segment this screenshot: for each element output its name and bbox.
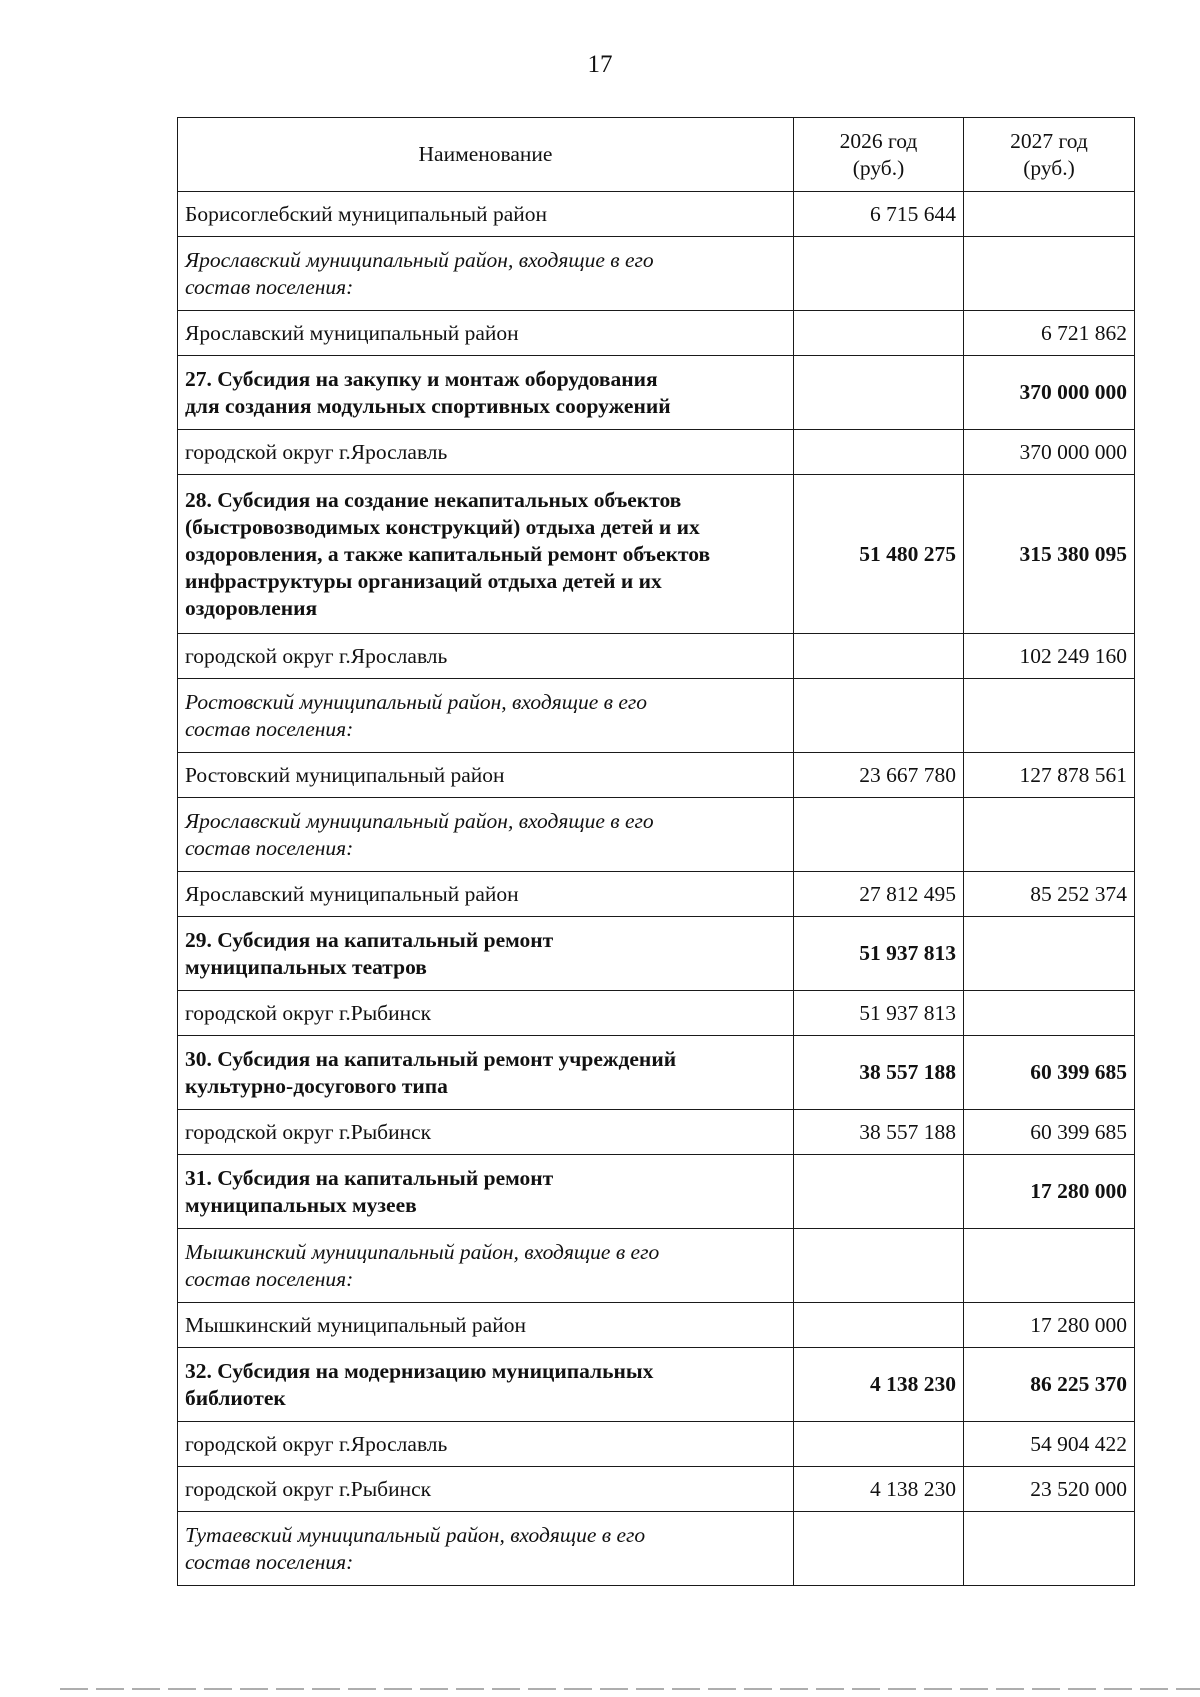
row-name-cell: 28. Субсидия на создание некапитальных объектов (быстровозводимых конструкций) отдыха детей и их оздоровления, а также капитальный ремонт объектов инфраструктуры организаций отдыха детей и их оздоровления [178,475,794,634]
row-2026-cell: 51 937 813 [794,917,964,991]
row-2027-cell [964,192,1135,237]
table-row [178,1422,1135,1467]
row-2027-cell: 370 000 000 [964,356,1135,430]
row-2026-cell: 51 937 813 [794,991,964,1036]
row-2026-cell: 51 480 275 [794,475,964,634]
row-2027-cell [964,1229,1135,1303]
header-row [178,118,1135,192]
row-2027-cell: 17 280 000 [964,1155,1135,1229]
row-2026-cell [794,430,964,475]
row-2026-cell [794,237,964,311]
table-row [178,798,1135,872]
table-row [178,991,1135,1036]
table-row [178,1110,1135,1155]
row-name-cell: 30. Субсидия на капитальный ремонт учреждений культурно-досугового типа [178,1036,794,1110]
table-row [178,1512,1135,1586]
table-row [178,917,1135,991]
row-name-cell: Ярославский муниципальный район [178,872,794,917]
row-2027-cell: 60 399 685 [964,1110,1135,1155]
row-name-cell: Ярославский муниципальный район, входящие в его состав поселения: [178,237,794,311]
row-2027-cell: 102 249 160 [964,634,1135,679]
row-2026-cell: 23 667 780 [794,753,964,798]
row-name-cell: Ярославский муниципальный район, входящие в его состав поселения: [178,798,794,872]
row-name-cell: Тутаевский муниципальный район, входящие в его состав поселения: [178,1512,794,1586]
table-row [178,192,1135,237]
row-2026-cell [794,311,964,356]
page-number: 17 [587,51,613,78]
row-2026-cell [794,1303,964,1348]
row-2027-cell: 315 380 095 [964,475,1135,634]
row-name-cell: Борисоглебский муниципальный район [178,192,794,237]
row-2026-cell [794,634,964,679]
column-header-2027: 2027 год (руб.) [964,118,1135,192]
row-2026-cell [794,798,964,872]
row-2026-cell [794,679,964,753]
row-2027-cell: 85 252 374 [964,872,1135,917]
row-name-cell: городской округ г.Рыбинск [178,1110,794,1155]
row-2027-cell: 60 399 685 [964,1036,1135,1110]
row-2026-cell: 38 557 188 [794,1036,964,1110]
table-row [178,1229,1135,1303]
row-name-cell: городской округ г.Рыбинск [178,1467,794,1512]
row-2027-cell [964,237,1135,311]
table-body [178,192,1135,1586]
row-name-cell: Мышкинский муниципальный район [178,1303,794,1348]
row-name-cell: 27. Субсидия на закупку и монтаж оборудования для создания модульных спортивных сооружений [178,356,794,430]
column-header-name: Наименование [178,118,794,192]
table-row [178,753,1135,798]
row-name-cell: 32. Субсидия на модернизацию муниципальных библиотек [178,1348,794,1422]
column-header-2026: 2026 год (руб.) [794,118,964,192]
row-name-cell: 29. Субсидия на капитальный ремонт муниципальных театров [178,917,794,991]
table-row [178,1348,1135,1422]
row-2026-cell: 27 812 495 [794,872,964,917]
table-row [178,1303,1135,1348]
row-name-cell: городской округ г.Ярославль [178,634,794,679]
table-row [178,634,1135,679]
row-2026-cell: 6 715 644 [794,192,964,237]
row-name-cell: Ростовский муниципальный район, входящие в его состав поселения: [178,679,794,753]
row-2027-cell: 86 225 370 [964,1348,1135,1422]
row-name-cell: 31. Субсидия на капитальный ремонт муниципальных музеев [178,1155,794,1229]
row-2026-cell: 38 557 188 [794,1110,964,1155]
table-row [178,679,1135,753]
row-2026-cell [794,356,964,430]
table-row [178,1467,1135,1512]
row-2027-cell: 23 520 000 [964,1467,1135,1512]
row-2026-cell [794,1422,964,1467]
row-2027-cell [964,679,1135,753]
row-2027-cell [964,1512,1135,1586]
row-2027-cell: 17 280 000 [964,1303,1135,1348]
row-name-cell: городской округ г.Ярославль [178,430,794,475]
row-2027-cell: 6 721 862 [964,311,1135,356]
row-2027-cell [964,917,1135,991]
row-2027-cell: 370 000 000 [964,430,1135,475]
table-row [178,872,1135,917]
row-name-cell: Мышкинский муниципальный район, входящие в его состав поселения: [178,1229,794,1303]
row-name-cell: Ростовский муниципальный район [178,753,794,798]
table-row [178,311,1135,356]
row-name-cell: городской округ г.Ярославль [178,1422,794,1467]
table-row [178,1155,1135,1229]
row-2027-cell: 127 878 561 [964,753,1135,798]
table-row [178,475,1135,634]
row-2026-cell [794,1155,964,1229]
row-2026-cell [794,1229,964,1303]
row-name-cell: городской округ г.Рыбинск [178,991,794,1036]
row-2027-cell [964,798,1135,872]
row-2027-cell: 54 904 422 [964,1422,1135,1467]
table-row [178,356,1135,430]
budget-table [177,117,1135,1586]
row-2026-cell: 4 138 230 [794,1348,964,1422]
row-2026-cell: 4 138 230 [794,1467,964,1512]
table-row [178,237,1135,311]
table-row [178,430,1135,475]
row-name-cell: Ярославский муниципальный район [178,311,794,356]
row-2027-cell [964,991,1135,1036]
scan-footer-line [60,1688,1200,1690]
row-2026-cell [794,1512,964,1586]
table-row [178,1036,1135,1110]
